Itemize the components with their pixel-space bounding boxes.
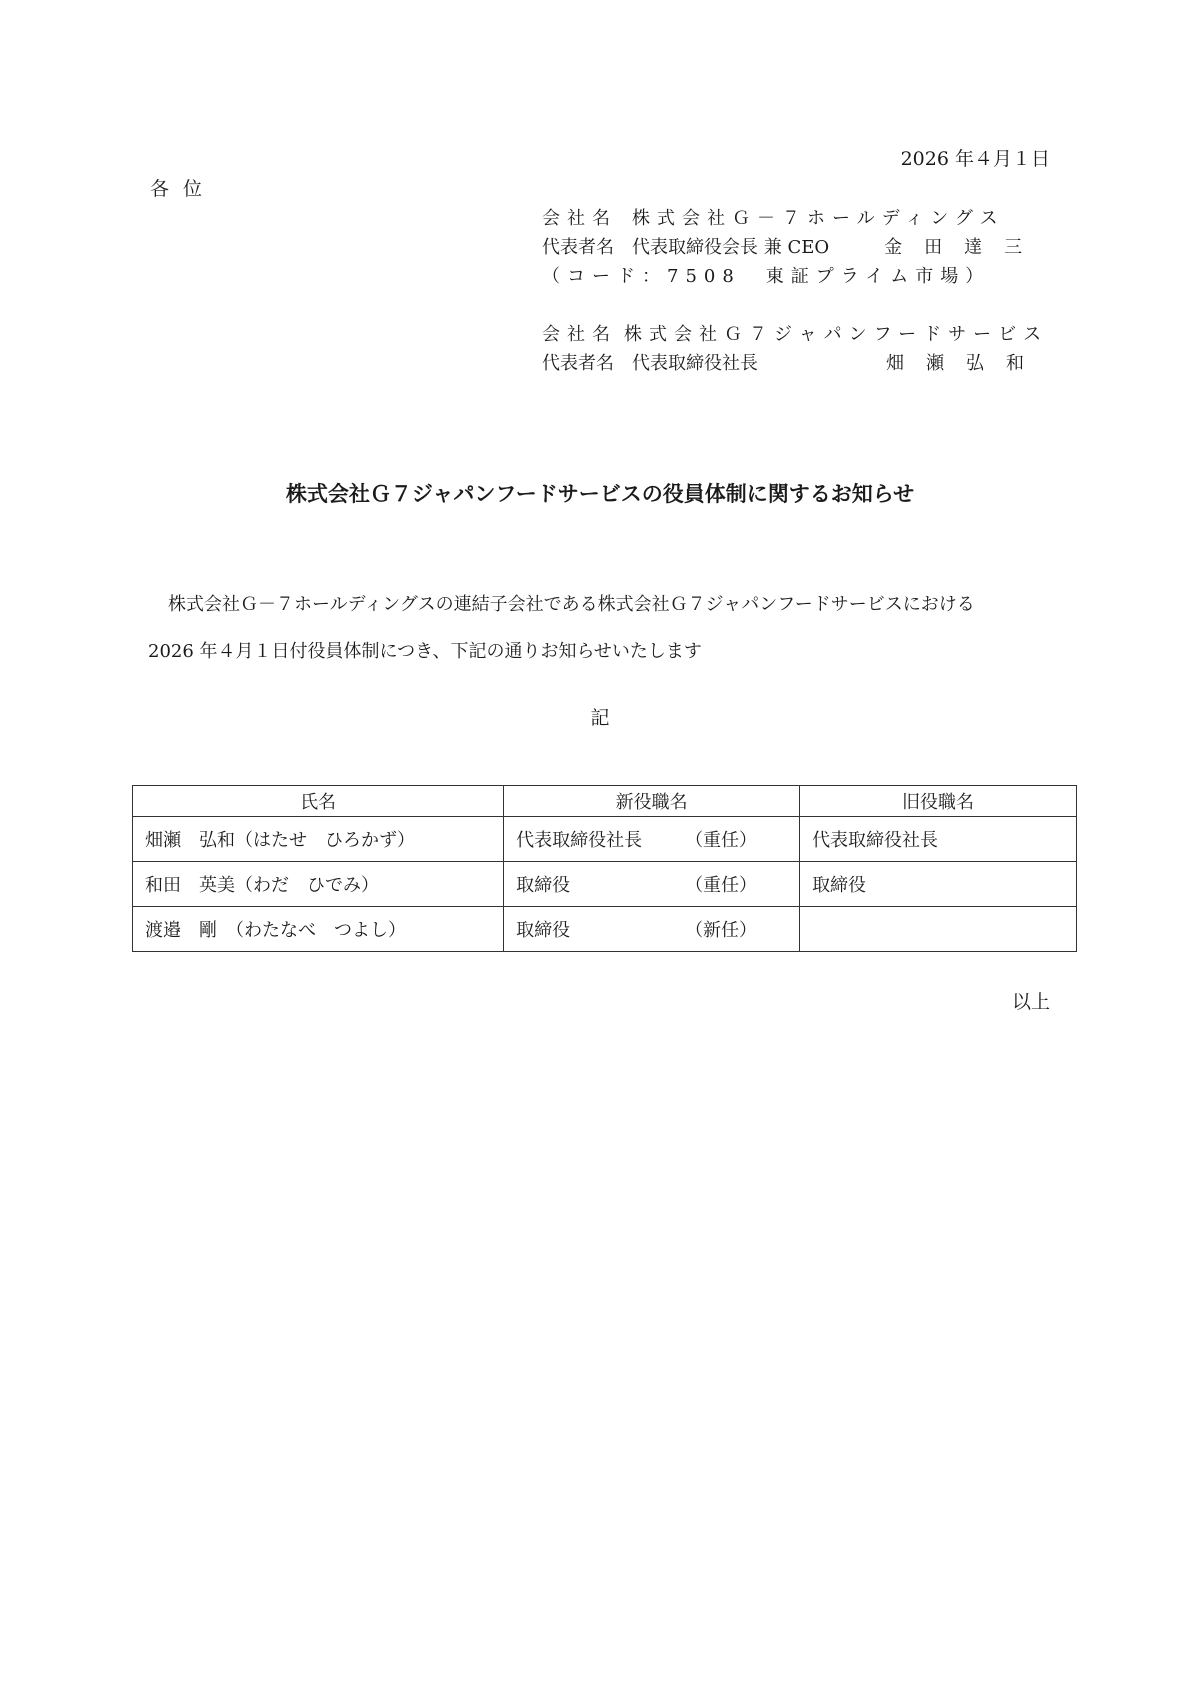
- document-date: 2026 年４月１日: [900, 148, 1050, 170]
- company-label: 会社名: [542, 324, 617, 345]
- new-title: 代表取締役社長: [516, 830, 643, 851]
- addressee: 各位: [150, 178, 217, 200]
- representative-label: 代表者名: [542, 353, 614, 374]
- new-title: 取締役: [516, 875, 571, 896]
- officer-table: [132, 785, 1077, 952]
- representative-label: 代表者名: [542, 237, 614, 258]
- stock-code-line: （コード：7508 東証プライム市場）: [542, 266, 991, 287]
- appointment-status: （新任）: [685, 920, 758, 941]
- table-row: [133, 817, 1077, 862]
- ki-heading: 記: [590, 707, 610, 729]
- table-header-row: [133, 786, 1077, 817]
- old-title: 代表取締役社長: [800, 817, 1077, 862]
- appointment-status: （重任）: [685, 875, 758, 896]
- company-name: 株式会社Ｇ－７ホールディングス: [632, 208, 1005, 229]
- company-label: 会社名: [542, 208, 617, 229]
- issuer-block-subsidiary: [542, 320, 1048, 378]
- officer-name: 畑瀬 弘和（はたせ ひろかず）: [133, 817, 504, 862]
- table-row: [133, 862, 1077, 907]
- officer-name: 渡邉 剛 （わたなべ つよし）: [133, 907, 504, 952]
- old-title: [800, 907, 1077, 952]
- body-line-2: 2026 年４月１日付役員体制につき、下記の通りお知らせいたします: [148, 641, 702, 662]
- appointment-status: （重任）: [685, 830, 758, 851]
- officer-name: 和田 英美（わだ ひでみ）: [133, 862, 504, 907]
- body-line-1: 株式会社Ｇ－７ホールディングスの連結子会社である株式会社Ｇ７ジャパンフードサービスにおける: [168, 594, 975, 615]
- company-name: 株式会社Ｇ７ジャパンフードサービス: [624, 324, 1049, 345]
- representative-name: 金田達三: [884, 237, 1045, 258]
- notice-title: 株式会社Ｇ７ジャパンフードサービスの役員体制に関するお知らせ: [285, 482, 915, 506]
- old-title: 取締役: [800, 862, 1077, 907]
- new-title: 取締役: [516, 920, 571, 941]
- table-row: [133, 907, 1077, 952]
- closing-mark: 以上: [1011, 991, 1050, 1013]
- representative-name: 畑瀬弘和: [886, 353, 1046, 374]
- representative-title: 代表取締役会長 兼 CEO: [632, 237, 830, 258]
- header-new-title: 新役職名: [504, 786, 800, 817]
- issuer-block-holdings: [542, 204, 1044, 291]
- header-old-title: 旧役職名: [800, 786, 1077, 817]
- header-name: 氏名: [133, 786, 504, 817]
- representative-title: 代表取締役社長: [632, 353, 758, 374]
